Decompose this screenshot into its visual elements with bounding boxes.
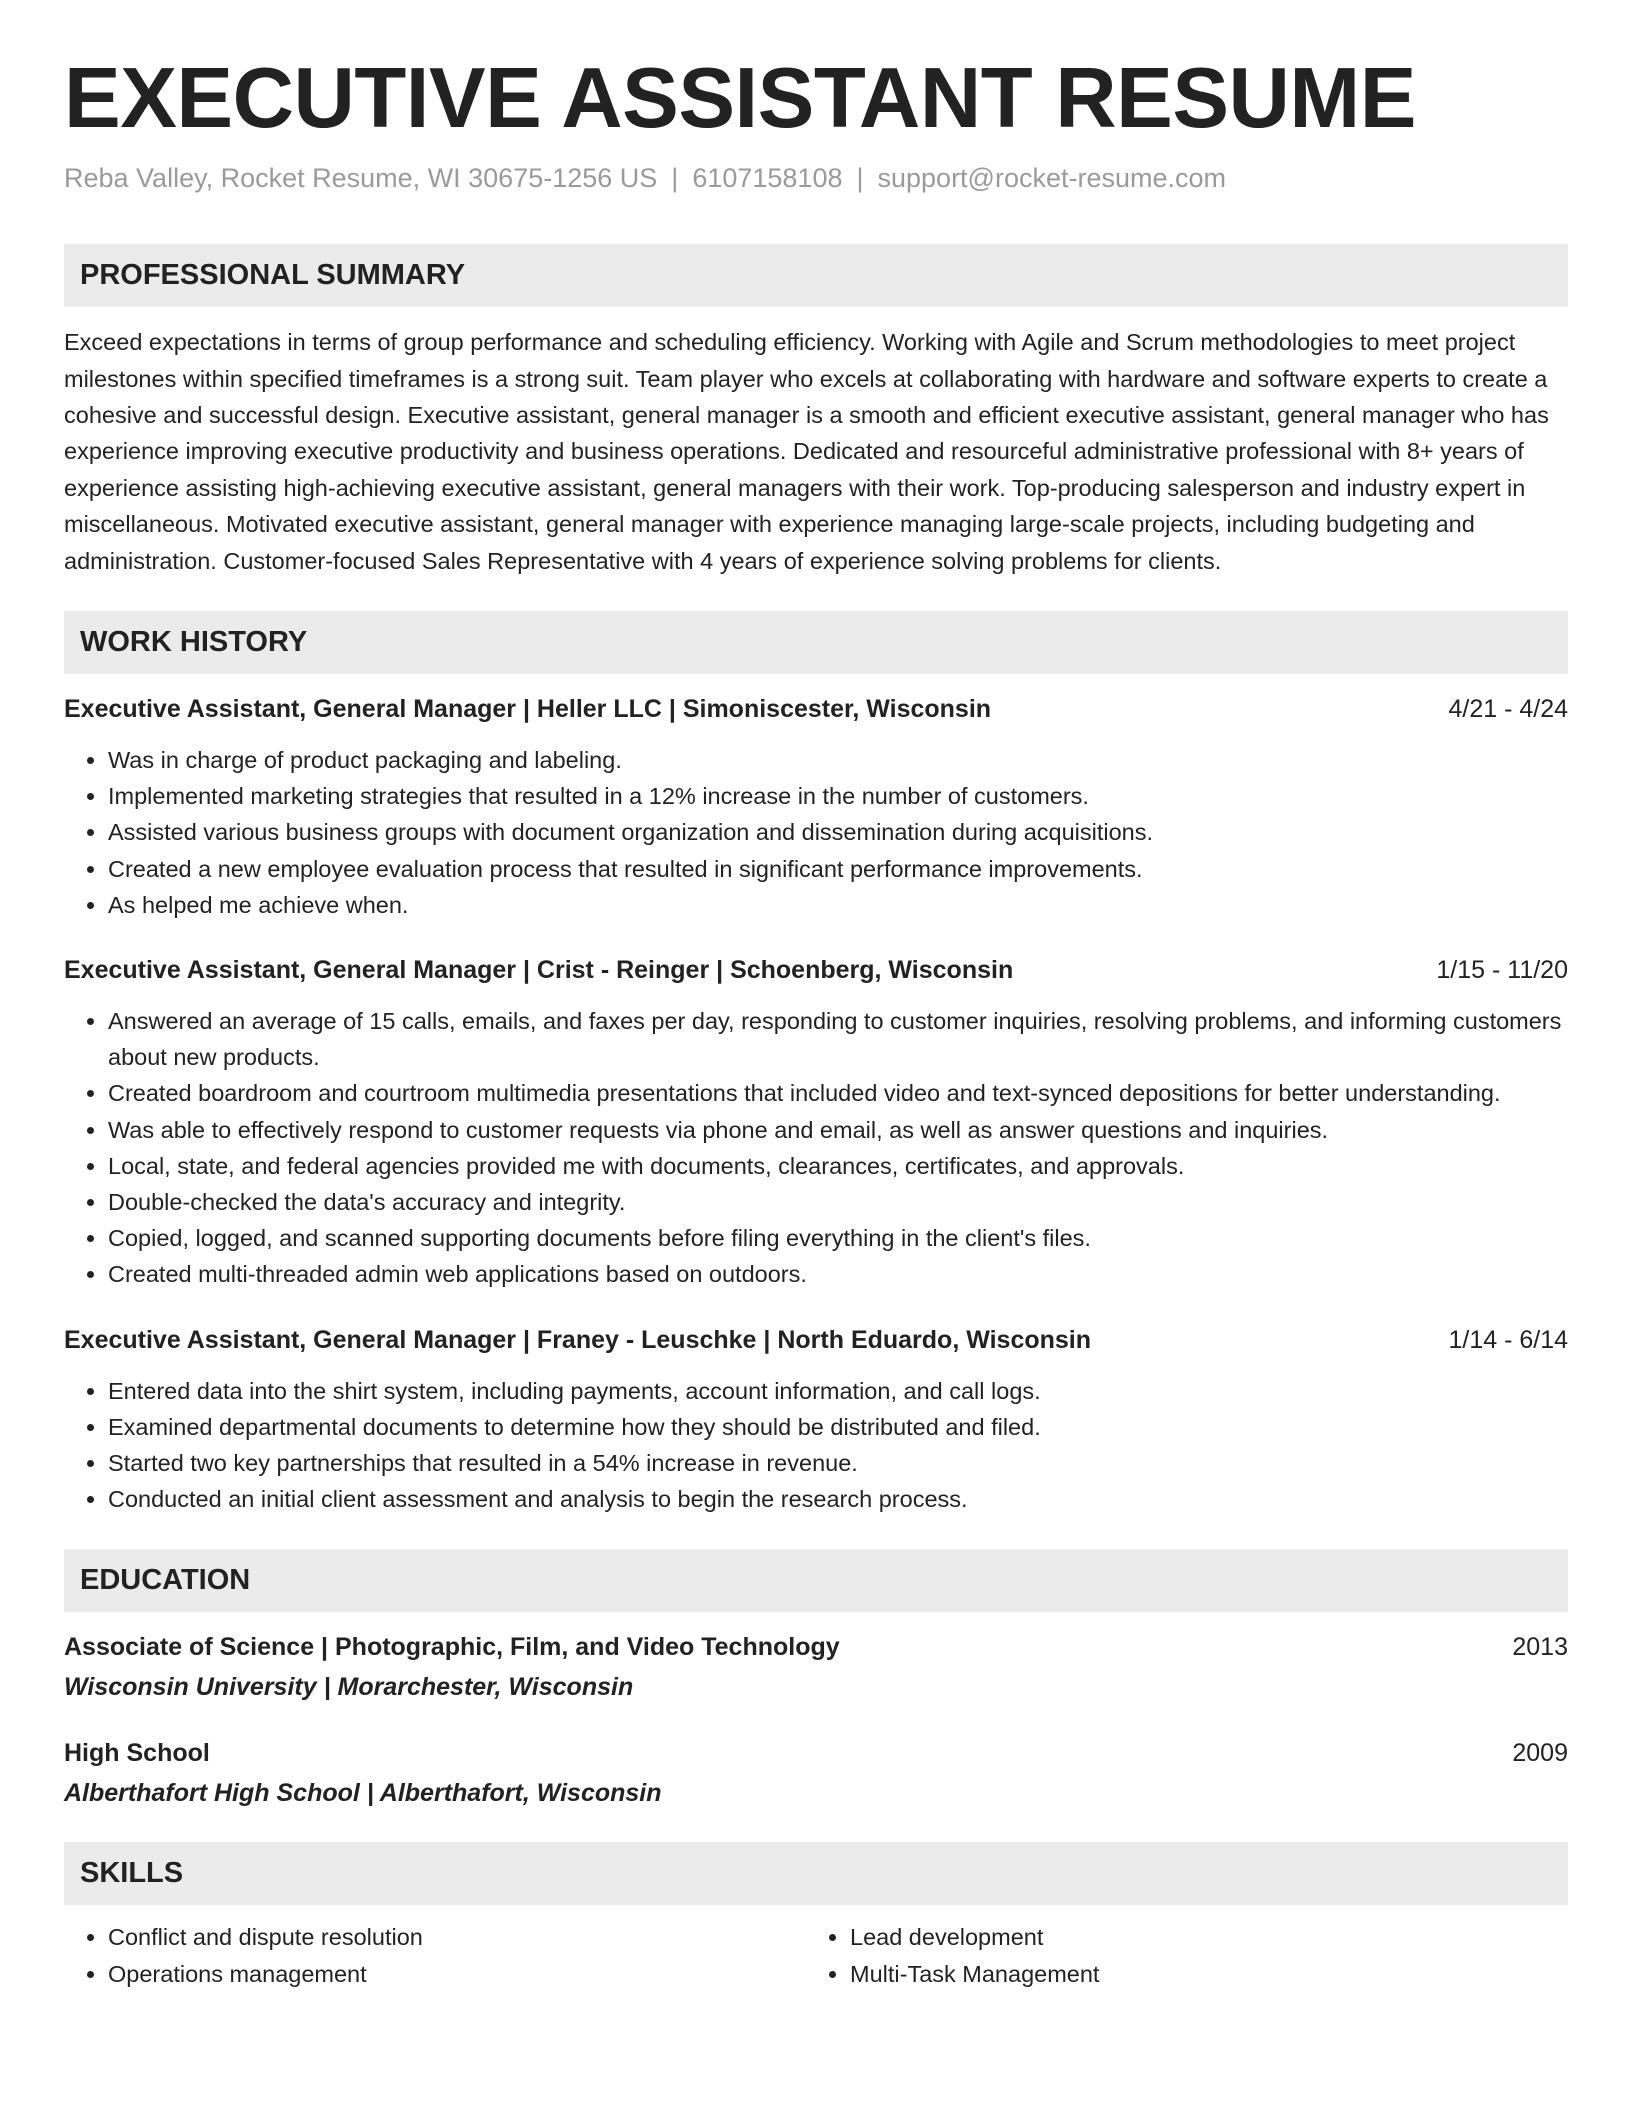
job-entry [64, 953, 1568, 1293]
job-bullet: • Created a new employee evaluation process that resulted in significant performance improvements. [108, 851, 1568, 887]
skills-list [806, 1919, 1548, 1991]
skill-item: • Lead development [850, 1919, 1548, 1955]
job-title: Executive Assistant, General Manager | Franey - Leuschke | North Eduardo, Wisconsin [64, 1325, 1092, 1354]
contact-address: Reba Valley, Rocket Resume, WI 30675-1256 US [64, 163, 658, 193]
contact-line [64, 161, 1568, 196]
education-entry [64, 1736, 1568, 1810]
education-school: Wisconsin University | Morarchester, Wisconsin [64, 1673, 634, 1702]
work-history-section-header: WORK HISTORY [64, 611, 1568, 674]
job-bullet: • Examined departmental documents to determine how they should be distributed and filed. [108, 1409, 1568, 1445]
education-entry [64, 1630, 1568, 1704]
job-bullet: • Implemented marketing strategies that resulted in a 12% increase in the number of customers. [108, 778, 1568, 814]
summary-text: Exceed expectations in terms of group performance and scheduling efficiency. Working with Agile and Scrum methodologies to meet project milestones within specified timeframes is a strong suit. Team player who excels at collaborating with hardware and software experts to create a cohesive and successful design. Executive assistant, general manager is a smooth and efficient executive assistant, general manager who has experience improving executive productivity and business operations. Dedicated and resourceful administrative professional with 8+ years of experience assisting high-achieving executive assistant, general managers with their work. Top-producing salesperson and industry expert in miscellaneous. Motivated executive assistant, general manager with experience managing large-scale projects, including budgeting and administration. Customer-focused Sales Representative with 4 years of experience solving problems for clients. [64, 329, 1549, 574]
job-header [64, 692, 1568, 726]
education-degree: High School [64, 1739, 210, 1768]
contact-separator: | [856, 163, 864, 193]
job-bullet: • As helped me achieve when. [108, 887, 1568, 923]
job-bullet: • Double-checked the data's accuracy and integrity. [108, 1184, 1568, 1220]
job-dates: 4/21 - 4/24 [1448, 694, 1568, 723]
education-header [64, 1630, 1568, 1664]
education-header [64, 1736, 1568, 1770]
skills-list [64, 1919, 806, 1991]
job-bullet: • Created boardroom and courtroom multimedia presentations that included video and text-synced depositions for better understanding. [108, 1075, 1568, 1111]
education-year: 2013 [1512, 1633, 1568, 1662]
job-title: Executive Assistant, General Manager | Heller LLC | Simoniscester, Wisconsin [64, 694, 992, 723]
job-header [64, 1323, 1568, 1357]
job-title: Executive Assistant, General Manager | Crist - Reinger | Schoenberg, Wisconsin [64, 955, 1014, 984]
resume-title: EXECUTIVE ASSISTANT RESUME [64, 51, 1416, 146]
education-section-header: EDUCATION [64, 1549, 1568, 1612]
contact-phone: 6107158108 [692, 163, 843, 193]
skills-grid [64, 1919, 1568, 1991]
skill-item: • Conflict and dispute resolution [108, 1919, 806, 1955]
job-bullet: • Was in charge of product packaging and labeling. [108, 742, 1568, 778]
job-bullet: • Assisted various business groups with document organization and dissemination during acquisitions. [108, 814, 1568, 850]
job-entry [64, 1323, 1568, 1518]
skill-item: • Operations management [108, 1956, 806, 1992]
skill-item: • Multi-Task Management [850, 1956, 1548, 1992]
job-bullet: • Answered an average of 15 calls, emails, and faxes per day, responding to customer inquiries, resolving problems, and informing customers about new products. [108, 1003, 1568, 1075]
skills-section-header: SKILLS [64, 1842, 1568, 1905]
job-bullets [64, 1373, 1568, 1518]
education-degree: Associate of Science | Photographic, Film, and Video Technology [64, 1633, 840, 1662]
job-bullet: • Started two key partnerships that resulted in a 54% increase in revenue. [108, 1445, 1568, 1481]
skills-column-left [64, 1919, 806, 1991]
job-bullets [64, 1003, 1568, 1293]
skills-column-right [806, 1919, 1548, 1991]
job-bullet: • Local, state, and federal agencies provided me with documents, clearances, certificates, and approvals. [108, 1148, 1568, 1184]
job-bullet: • Copied, logged, and scanned supporting documents before filing everything in the client's files. [108, 1220, 1568, 1256]
education-year: 2009 [1512, 1739, 1568, 1768]
job-entry [64, 692, 1568, 923]
job-bullet: • Was able to effectively respond to customer requests via phone and email, as well as answer questions and inquiries. [108, 1112, 1568, 1148]
contact-separator: | [671, 163, 679, 193]
job-bullet: • Created multi-threaded admin web applications based on outdoors. [108, 1256, 1568, 1292]
job-bullets [64, 742, 1568, 923]
summary-section-header: PROFESSIONAL SUMMARY [64, 244, 1568, 307]
job-header [64, 953, 1568, 987]
job-bullet: • Entered data into the shirt system, including payments, account information, and call logs. [108, 1373, 1568, 1409]
job-dates: 1/15 - 11/20 [1436, 955, 1568, 984]
job-bullet: • Conducted an initial client assessment and analysis to begin the research process. [108, 1481, 1568, 1517]
job-dates: 1/14 - 6/14 [1448, 1325, 1568, 1354]
education-school: Alberthafort High School | Alberthafort, Wisconsin [64, 1779, 662, 1808]
contact-email: support@rocket-resume.com [877, 163, 1227, 193]
